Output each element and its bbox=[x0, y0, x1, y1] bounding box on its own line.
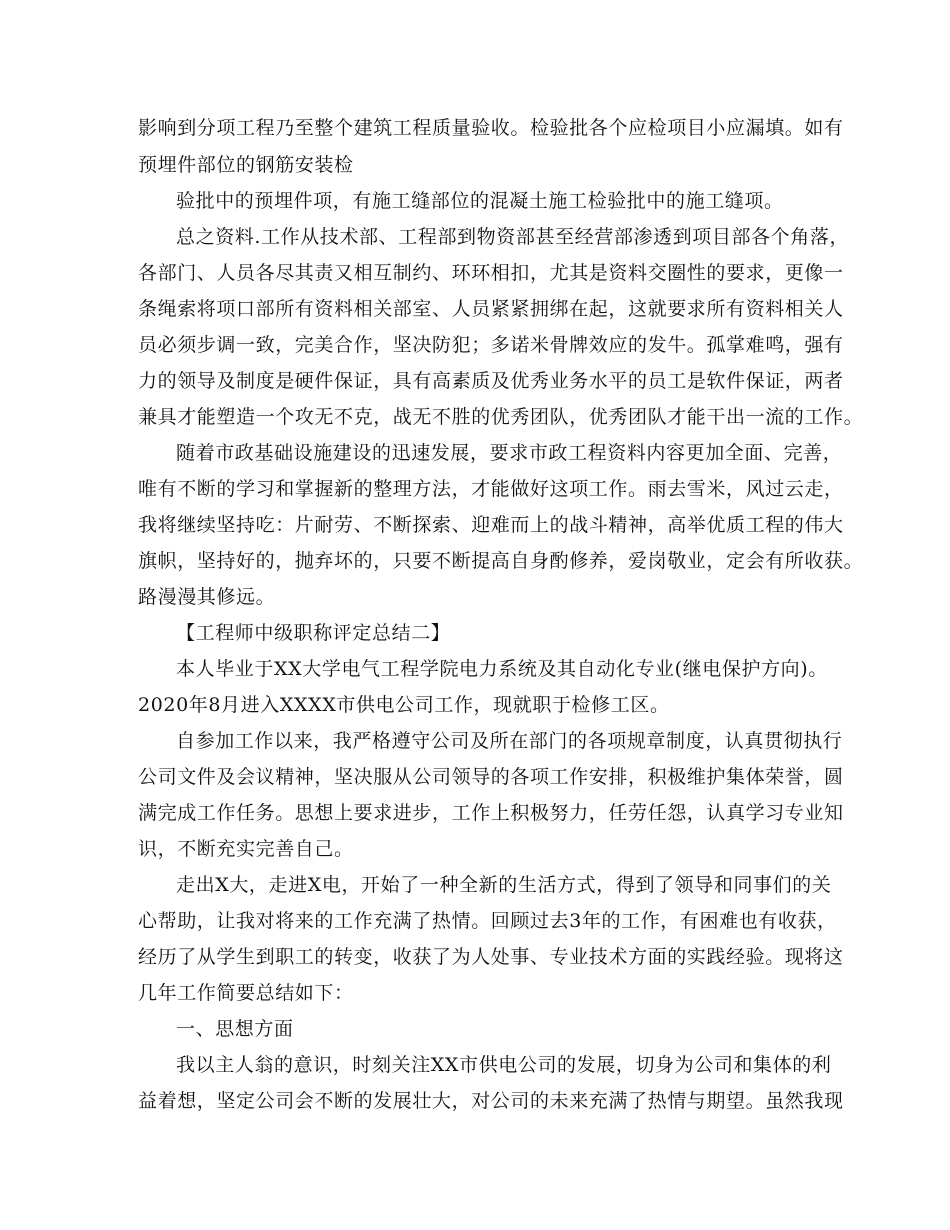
text-line: 总之资料.工作从技术部、工程部到物资部甚至经营部渗透到项目部各个角落， bbox=[176, 226, 850, 248]
text-line: 心帮助，让我对将来的工作充满了热情。回顾过去3年的工作，有困难也有收获， bbox=[138, 910, 837, 932]
text-line: 识，不断充实完善自己。 bbox=[138, 838, 354, 860]
text-line: 益着想，坚定公司会不断的发展壮大，对公司的未来充满了热情与期望。虽然我现 bbox=[138, 1090, 844, 1112]
text-line: 条绳索将项口部所有资料相关部室、人员紧紧拥绑在起，这就要求所有资料相关人 bbox=[138, 298, 844, 320]
text-line: 随着市政基础设施建设的迅速发展，要求市政工程资料内容更加全面、完善， bbox=[176, 442, 843, 464]
text-line: 旗帜，坚持好的，抛弃坏的，只要不断提高自身酌修养，爱岗敬业，定会有所收获。 bbox=[138, 550, 864, 572]
text-line: 力的领导及制度是硬件保证，具有高素质及优秀业务水平的员工是软件保证，两者 bbox=[138, 370, 844, 392]
text-line: 预埋件部位的钢筋安装检 bbox=[138, 154, 354, 176]
text-line: 走出X大，走进X电，开始了一种全新的生活方式，得到了领导和同事们的关 bbox=[176, 874, 832, 896]
text-line: 2020年8月进入XXXX市供电公司工作，现就职于检修工区。 bbox=[138, 694, 670, 716]
text-line: 各部门、人员各尽其责又相互制约、环环相扣，尤其是资料交圈性的要求，更像一 bbox=[138, 262, 844, 284]
text-line: 影响到分项工程乃至整个建筑工程质量验收。检验批各个应检项目小应漏填。如有 bbox=[138, 117, 844, 139]
text-line: 满完成工作任务。思想上要求进步，工作上积极努力，任劳任怨，认真学习专业知 bbox=[138, 802, 844, 824]
text-line: 验批中的预埋件项，有施工缝部位的混凝土施工检验批中的施工缝项。 bbox=[176, 190, 784, 212]
text-line: 我将继续坚持吃：片耐劳、不断探索、迎难而上的战斗精神，高举优质工程的伟大 bbox=[138, 514, 844, 536]
section-heading: 【工程师中级职称评定总结二】 bbox=[176, 622, 451, 644]
text-line: 自参加工作以来，我严格遵守公司及所在部门的各项规章制度，认真贯彻执行 bbox=[176, 730, 843, 752]
text-line: 兼具才能塑造一个攻无不克，战无不胜的优秀团队，优秀团队才能干出一流的工作。 bbox=[138, 406, 864, 428]
section-heading: 一、思想方面 bbox=[176, 1018, 294, 1040]
text-line: 唯有不断的学习和掌握新的整理方法，才能做好这项工作。雨去雪米，风过云走， bbox=[138, 478, 844, 500]
text-line: 本人毕业于XX大学电气工程学院电力系统及其自动化专业(继电保护方向)。 bbox=[176, 658, 828, 680]
text-line: 员必须步调一致，完美合作，坚决防犯；多诺米骨牌效应的发牛。孤掌难鸣，强有 bbox=[138, 334, 844, 356]
text-line: 我以主人翁的意识，时刻关注XX市供电公司的发展，切身为公司和集体的利 bbox=[176, 1054, 832, 1076]
text-line: 公司文件及会议精神，坚决服从公司领导的各项工作安排，积极维护集体荣誉，圆 bbox=[138, 766, 844, 788]
text-line: 经历了从学生到职工的转变，收获了为人处事、专业技术方面的实践经验。现将这 bbox=[138, 946, 844, 968]
text-line: 几年工作简要总结如下： bbox=[138, 982, 354, 1004]
text-line: 路漫漫其修远。 bbox=[138, 586, 276, 608]
